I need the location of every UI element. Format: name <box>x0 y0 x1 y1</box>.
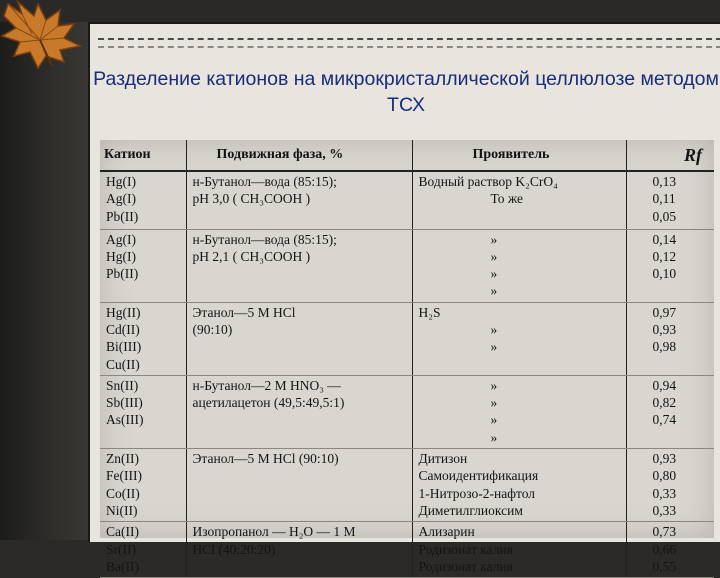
rf-cell-line: 0,94 <box>652 377 677 393</box>
cation-separation-table <box>100 140 714 578</box>
header-cation: Катион <box>100 140 186 171</box>
developer-cell-line: » <box>490 248 498 264</box>
cation-cell-line: Zn(II) <box>106 451 139 467</box>
table-row <box>100 522 714 578</box>
developer-cell <box>412 522 626 578</box>
rf-cell-line: 0,11 <box>652 191 676 207</box>
developer-cell-line: » <box>490 266 498 282</box>
cation-cell <box>100 449 186 522</box>
table-row <box>100 449 714 522</box>
mobile-phase-cell-line: Этанол—5 M HCl (90:10) <box>192 451 339 467</box>
rf-cell-line: 0,33 <box>652 502 677 518</box>
table-row <box>100 302 714 375</box>
table-row <box>100 171 714 229</box>
rf-cell-line: 0,93 <box>652 451 677 467</box>
rf-cell-line: 0,80 <box>652 468 677 484</box>
developer-cell-line: 1-Нитрозо-2-нафтол <box>418 485 536 501</box>
rf-cell-line: 0,66 <box>652 541 677 557</box>
cation-cell-line: Ni(II) <box>106 502 138 518</box>
cation-cell-line: Hg(II) <box>106 304 141 320</box>
developer-cell <box>412 375 626 448</box>
developer-cell <box>412 449 626 522</box>
cation-cell-line: Hg(I) <box>106 248 136 264</box>
cation-cell-line: Cd(II) <box>106 321 140 337</box>
rf-cell <box>626 229 714 302</box>
developer-cell <box>412 171 626 229</box>
rf-cell-line: 0,33 <box>652 485 677 501</box>
cation-cell-line: Sr(II) <box>106 541 136 557</box>
rf-cell <box>626 302 714 375</box>
mobile-phase-cell <box>186 522 412 578</box>
developer-cell-line: » <box>490 395 498 411</box>
developer-cell-line: » <box>490 231 498 247</box>
rf-cell-line: 0,05 <box>652 208 677 224</box>
cation-cell-line: Ag(I) <box>106 191 136 207</box>
rf-cell-line: 0,98 <box>652 339 677 355</box>
cation-cell-line: Ca(II) <box>106 524 139 540</box>
mobile-phase-cell-line: н-Бутанол—2 M HNO₃ — <box>192 377 341 393</box>
mobile-phase-cell-line: Этанол—5 M HCl <box>192 304 296 320</box>
cation-cell <box>100 375 186 448</box>
slide-title: Разделение катионов на микрокристаллической целлюлозе методом ТСХ <box>93 68 719 116</box>
cation-cell <box>100 229 186 302</box>
header-mobile-phase: Подвижная фаза, % <box>186 140 412 171</box>
developer-cell <box>412 302 626 375</box>
developer-cell-line: Родизонат калия <box>418 558 513 574</box>
developer-cell-line: Дитизон <box>418 451 468 467</box>
developer-cell-line: Водный раствор K₂CrO₄ <box>418 174 558 189</box>
mobile-phase-cell <box>186 229 412 302</box>
mobile-phase-cell <box>186 449 412 522</box>
mobile-phase-cell-line: pH 2,1 ( CH₃COOH ) <box>192 248 311 264</box>
mobile-phase-cell-line: pH 3,0 ( CH₃COOH ) <box>192 191 311 207</box>
developer-cell-line: » <box>490 283 498 299</box>
developer-cell-line: H₂S <box>418 304 441 320</box>
developer-cell-line: » <box>490 429 498 445</box>
cation-cell-line: Ba(II) <box>106 558 139 574</box>
developer-cell-line: Родизонат калия <box>418 541 513 557</box>
rf-cell-line: 0,74 <box>652 412 677 428</box>
scanned-table-image <box>100 140 714 574</box>
cation-cell-line: Cu(II) <box>106 356 140 372</box>
developer-cell-line: » <box>490 339 498 355</box>
mobile-phase-cell-line: н-Бутанол—вода (85:15); <box>192 174 337 189</box>
rf-cell-line: 0,93 <box>652 321 677 337</box>
rf-cell <box>626 522 714 578</box>
rf-cell-line: 0,12 <box>652 248 677 264</box>
mobile-phase-cell-line: Изопропанол — H₂O — 1 M <box>192 524 356 540</box>
cation-cell-line: Bi(III) <box>106 339 142 355</box>
autumn-leaf-icon <box>0 0 85 70</box>
mobile-phase-cell-line: ацетилацетон (49,5:49,5:1) <box>192 395 345 411</box>
rf-cell-line: 0,10 <box>652 266 677 282</box>
table-row <box>100 375 714 448</box>
developer-cell-line: » <box>490 412 498 428</box>
rf-cell-line: 0,82 <box>652 395 677 411</box>
rf-cell-line: 0,14 <box>652 231 677 247</box>
rf-cell <box>626 449 714 522</box>
mobile-phase-cell <box>186 171 412 229</box>
left-decor-band <box>0 0 90 540</box>
cation-cell-line: Co(II) <box>106 485 140 501</box>
cation-cell <box>100 171 186 229</box>
decor-dash-line <box>98 38 720 40</box>
developer-cell <box>412 229 626 302</box>
cation-cell-line: Hg(I) <box>106 174 136 189</box>
developer-cell-line: Самоидентификация <box>418 468 539 484</box>
mobile-phase-cell <box>186 302 412 375</box>
mobile-phase-cell-line: н-Бутанол—вода (85:15); <box>192 231 337 247</box>
rf-cell-line: 0,73 <box>652 524 677 540</box>
developer-cell-line: Диметилглиоксим <box>418 502 523 518</box>
rf-cell-line: 0,55 <box>652 558 677 574</box>
cation-cell <box>100 522 186 578</box>
cation-cell-line: Fe(III) <box>106 468 142 484</box>
table-row <box>100 229 714 302</box>
cation-cell-line: Pb(II) <box>106 266 139 282</box>
header-developer: Проявитель <box>412 140 626 171</box>
mobile-phase-cell-line: (90:10) <box>192 321 233 337</box>
top-decor-band <box>0 0 720 22</box>
cation-cell <box>100 302 186 375</box>
rf-cell-line: 0,13 <box>652 174 677 189</box>
developer-cell-line: То же <box>490 191 523 207</box>
header-rf: Rf <box>626 140 714 171</box>
table-header-row <box>100 140 714 171</box>
rf-cell <box>626 171 714 229</box>
cation-cell-line: As(III) <box>106 412 144 428</box>
cation-cell-line: Sn(II) <box>106 377 139 393</box>
decor-dash-line <box>98 46 720 48</box>
mobile-phase-cell-line: HCl (40:20:20) <box>192 541 276 557</box>
rf-cell-line: 0,97 <box>652 304 677 320</box>
developer-cell-line: » <box>490 321 498 337</box>
developer-cell-line: » <box>490 377 498 393</box>
mobile-phase-cell <box>186 375 412 448</box>
cation-cell-line: Sb(III) <box>106 395 143 411</box>
cation-cell-line: Ag(I) <box>106 231 136 247</box>
cation-cell-line: Pb(II) <box>106 208 139 224</box>
developer-cell-line: Ализарин <box>418 524 475 540</box>
rf-cell <box>626 375 714 448</box>
